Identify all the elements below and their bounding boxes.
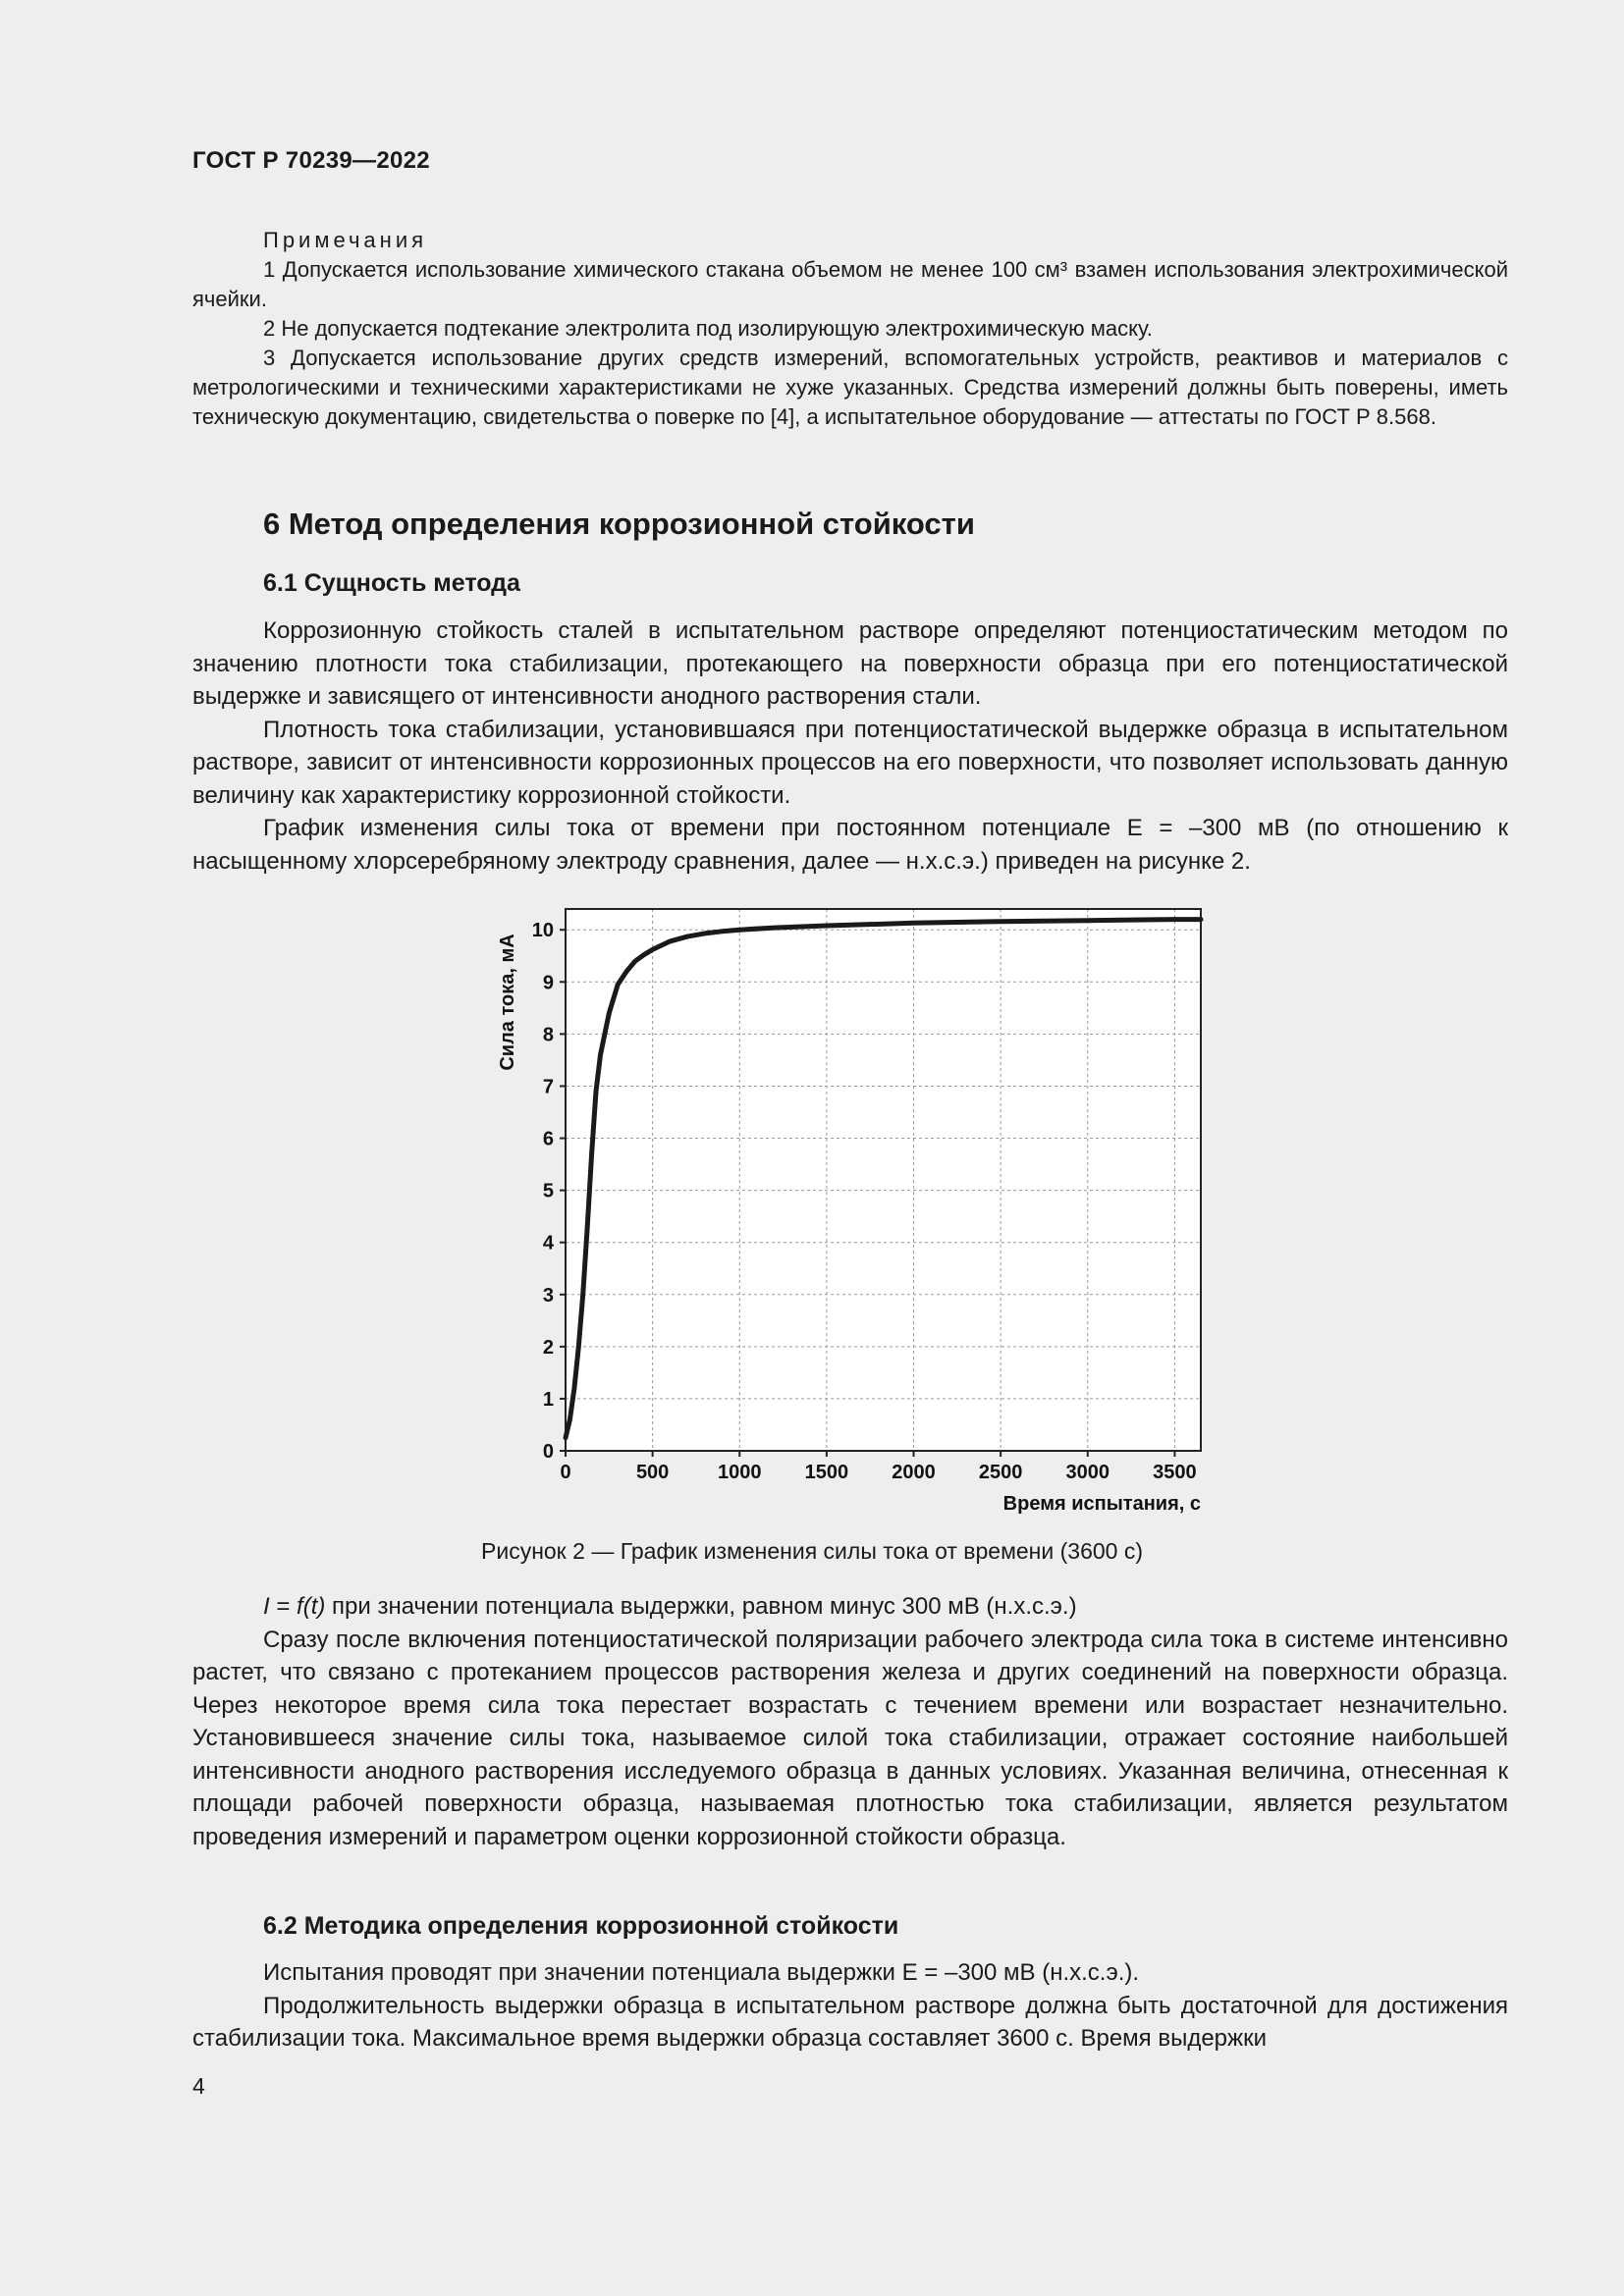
notes-title: Примечания [263, 228, 428, 252]
y-tick-label: 1 [542, 1388, 554, 1411]
x-tick-label: 500 [635, 1462, 670, 1483]
x-tick-label: 1500 [804, 1462, 849, 1483]
y-tick-label: 9 [542, 972, 554, 994]
subsection-2-title: 6.2 Методика определения коррозионной стойкости [263, 1912, 899, 1940]
subsection-1-body [192, 614, 1508, 878]
section-title: 6 Метод определения коррозионной стойкости [263, 507, 975, 541]
y-tick-label: 8 [542, 1024, 554, 1046]
y-tick-label: 5 [542, 1180, 554, 1202]
paragraph: Испытания проводят при значении потенциала выдержки E = –300 мВ (н.х.с.э.). [263, 1959, 1140, 1986]
x-axis-label: Время испытания, с [1002, 1493, 1201, 1515]
plot-area [566, 909, 1201, 1451]
y-tick-label: 4 [542, 1232, 554, 1255]
subsection-2-body [192, 1956, 1508, 2056]
x-tick-label: 3000 [1065, 1462, 1110, 1483]
x-tick-label: 1000 [718, 1462, 762, 1483]
page-number: 4 [192, 2073, 205, 2099]
y-tick-label: 10 [531, 920, 554, 942]
paragraph: Сразу после включения потенциостатической поляризации рабочего электрода сила тока в системе интенсивно растет, что связано с протеканием процессов растворения железа и других соединений на поверхности образца. Через некоторое время сила тока перестает возрастать с течением времени или возрастает незначительно. Установившееся значение силы тока, называемое силой тока стабилизации, отражает состояние наибольшей интенсивности анодного растворения исследуемого образца в данных условиях. Указанная величина, отнесенная к площади рабочей поверхности образца, называемая плотностью тока стабилизации, является результатом проведения измерений и параметром оценки коррозионной стойкости образца. [192, 1626, 1508, 1850]
y-axis-label: Сила тока, мА [497, 934, 518, 1071]
subsection-1-title: 6.1 Сущность метода [263, 569, 520, 597]
y-tick-label: 7 [542, 1076, 554, 1098]
notes-block [192, 226, 1508, 432]
figure-caption: Рисунок 2 — График изменения силы тока от времени (3600 с) [481, 1538, 1143, 1564]
y-tick-label: 3 [542, 1284, 554, 1307]
y-tick-label: 6 [542, 1128, 554, 1150]
note-3: 3 Допускается использование других средств измерений, вспомогательных устройств, реактивов и материалов с метрологическими и техническими характеристиками не хуже указанных. Средства измерений должны быть поверены, иметь техническую документацию, свидетельства о поверке по [4], а испытательное оборудование — аттестаты по ГОСТ Р 8.568. [192, 346, 1508, 429]
formula-line: I = f(t) при значении потенциала выдержки, равном минус 300 мВ (н.х.с.э.) [263, 1593, 1077, 1620]
after-figure-body [192, 1590, 1508, 1853]
paragraph: График изменения силы тока от времени при постоянном потенциале E = –300 мВ (по отношению к насыщенному хлорсеребряному электроду сравнения, далее — н.х.с.э.) приведен на рисунке 2. [192, 815, 1508, 875]
x-tick-label: 3500 [1153, 1462, 1197, 1483]
x-tick-label: 0 [560, 1462, 571, 1483]
current-vs-time-chart [481, 901, 1227, 1520]
note-1: 1 Допускается использование химического стакана объемом не менее 100 см³ взамен использования электрохимической ячейки. [192, 257, 1508, 311]
document-id-header: ГОСТ Р 70239—2022 [192, 147, 430, 174]
note-2: 2 Не допускается подтекание электролита под изолирующую электрохимическую маску. [263, 316, 1153, 341]
y-tick-label: 0 [542, 1441, 554, 1463]
paragraph: Продолжительность выдержки образца в испытательном растворе должна быть достаточной для достижения стабилизации тока. Максимальное время выдержки образца составляет 3600 с. Время выдержки [192, 1992, 1508, 2052]
x-tick-label: 2500 [978, 1462, 1023, 1483]
paragraph: Коррозионную стойкость сталей в испытательном растворе определяют потенциостатическим методом по значению плотности тока стабилизации, протекающего на поверхности образца при его потенциостатической выдержке и зависящего от интенсивности анодного растворения стали. [192, 617, 1508, 710]
paragraph: Плотность тока стабилизации, установившаяся при потенциостатической выдержке образца в испытательном растворе, зависит от интенсивности коррозионных процессов на его поверхности, что позволяет использовать данную величину как характеристику коррозионной стойкости. [192, 716, 1508, 809]
x-tick-label: 2000 [892, 1462, 936, 1483]
y-tick-label: 2 [542, 1336, 554, 1359]
